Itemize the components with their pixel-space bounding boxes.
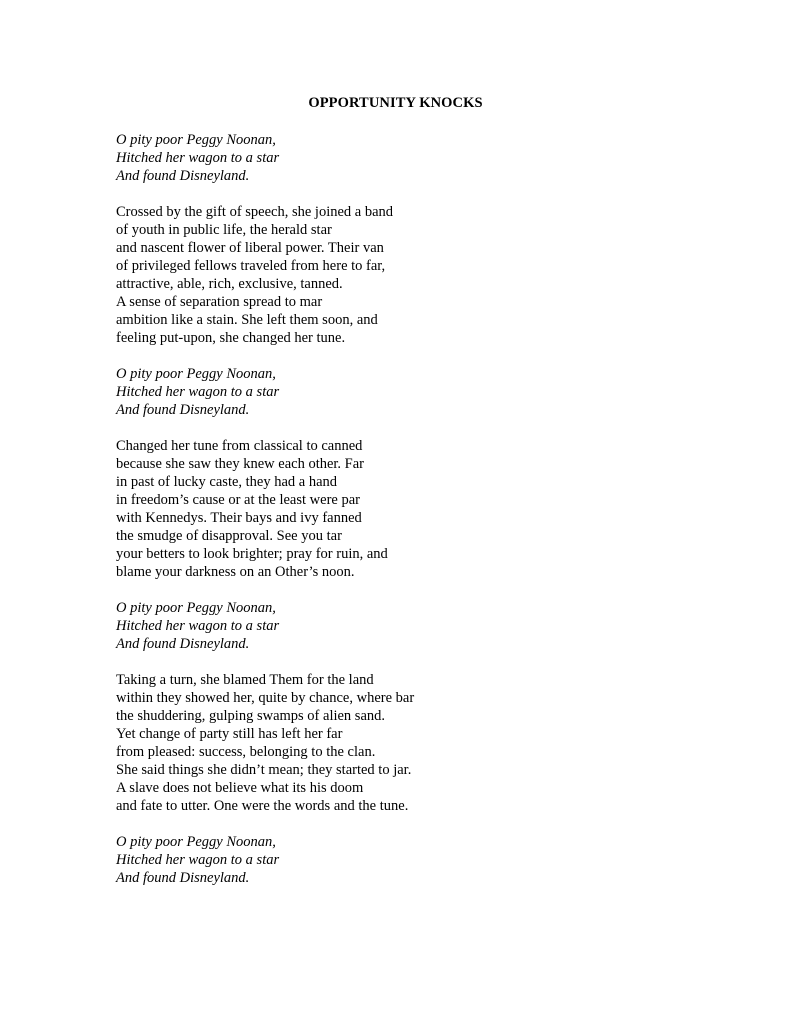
poem-line: O pity poor Peggy Noonan, <box>116 132 276 148</box>
verse-stanza <box>116 671 756 815</box>
poem-line: Taking a turn, she blamed Them for the land <box>116 672 374 688</box>
poem-line: and nascent flower of liberal power. Their van <box>116 240 384 256</box>
refrain-stanza <box>116 365 756 419</box>
poem-line: Crossed by the gift of speech, she joined a band <box>116 204 394 220</box>
poem-line: And found Disneyland. <box>116 636 250 652</box>
poem-line: blame your darkness on an Other’s noon. <box>116 564 355 580</box>
poem-line: O pity poor Peggy Noonan, <box>116 366 276 382</box>
poem-line: feeling put-upon, she changed her tune. <box>116 330 346 346</box>
poem-line: Hitched her wagon to a star <box>116 618 280 634</box>
poem-line: ambition like a stain. She left them soon, and <box>116 312 378 328</box>
poem-line: because she saw they knew each other. Far <box>116 456 365 472</box>
verse-stanza <box>116 203 756 347</box>
poem-line: Hitched her wagon to a star <box>116 150 280 166</box>
poem-line: within they showed her, quite by chance, where bar <box>116 690 415 706</box>
poem-line: Hitched her wagon to a star <box>116 852 280 868</box>
refrain-stanza <box>116 131 756 185</box>
poem-line: Changed her tune from classical to canned <box>116 438 363 454</box>
poem-line: Hitched her wagon to a star <box>116 384 280 400</box>
poem-line: the shuddering, gulping swamps of alien sand. <box>116 708 386 724</box>
poem-line: from pleased: success, belonging to the clan. <box>116 744 376 760</box>
refrain-stanza <box>116 599 756 653</box>
poem-line: of youth in public life, the herald star <box>116 222 332 238</box>
verse-stanza <box>116 437 756 581</box>
poem-line: O pity poor Peggy Noonan, <box>116 834 276 850</box>
poem-line: and fate to utter. One were the words and the tune. <box>116 798 409 814</box>
poem-title: OPPORTUNITY KNOCKS <box>308 95 483 111</box>
poem-line: And found Disneyland. <box>116 168 250 184</box>
poem-line: the smudge of disapproval. See you tar <box>116 528 342 544</box>
poem-line: And found Disneyland. <box>116 402 250 418</box>
poem-line: in past of lucky caste, they had a hand <box>116 474 338 490</box>
poem-line: Yet change of party still has left her far <box>116 726 343 742</box>
poem-line: of privileged fellows traveled from here to far, <box>116 258 386 274</box>
poem-line: attractive, able, rich, exclusive, tanned. <box>116 276 343 292</box>
poem-line: A slave does not believe what its his doom <box>116 780 364 796</box>
refrain-stanza <box>116 833 756 887</box>
poem-body <box>116 131 756 905</box>
poem-line: in freedom’s cause or at the least were par <box>116 492 360 508</box>
poem-line: with Kennedys. Their bays and ivy fanned <box>116 510 362 526</box>
poem-line: O pity poor Peggy Noonan, <box>116 600 276 616</box>
poem-line: your betters to look brighter; pray for ruin, and <box>116 546 388 562</box>
poem-line: She said things she didn’t mean; they started to jar. <box>116 762 412 778</box>
poem-line: A sense of separation spread to mar <box>116 294 323 310</box>
poem-line: And found Disneyland. <box>116 870 250 886</box>
